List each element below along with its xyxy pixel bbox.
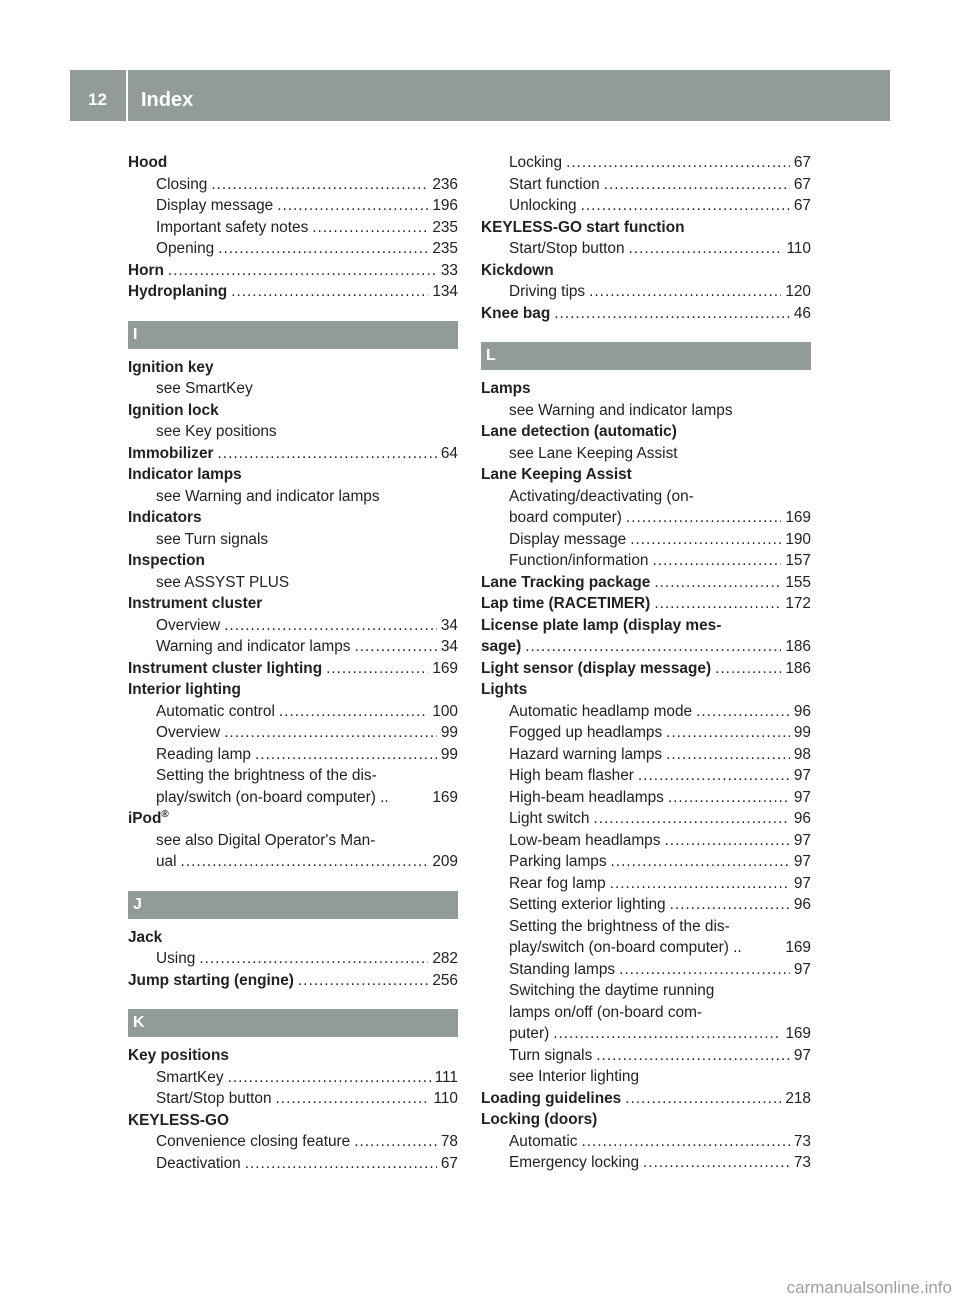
index-heading <box>128 400 458 422</box>
entry-label: see Warning and indicator lamps <box>509 401 733 419</box>
dot-leader <box>566 152 790 174</box>
index-subentry <box>481 443 811 465</box>
entry-label: see ASSYST PLUS <box>156 573 290 591</box>
entry-label: Overview <box>156 724 221 741</box>
entry-label: see Key positions <box>156 423 277 440</box>
entry-label: KEYLESS-GO start function <box>481 218 685 236</box>
page-reference: 67 <box>793 197 811 214</box>
dot-leader <box>630 529 781 551</box>
page-number: 12 <box>88 90 107 109</box>
index-subentry <box>128 572 458 594</box>
page-reference: 110 <box>433 1090 458 1107</box>
dot-leader <box>277 195 428 217</box>
page-reference: 209 <box>432 853 458 870</box>
entry-label: Inspection <box>128 552 205 569</box>
index-subentry <box>481 1152 811 1174</box>
page-reference: 256 <box>432 971 458 989</box>
entry-label: Interior lighting <box>128 681 241 698</box>
index-subentry <box>481 744 811 766</box>
index-subentry <box>481 916 811 938</box>
dot-leader <box>611 851 790 873</box>
entry-label: Jump starting (engine) <box>128 971 294 989</box>
dot-leader <box>666 722 790 744</box>
page-reference: 236 <box>432 175 458 193</box>
entry-label: Function/information <box>509 552 649 569</box>
index-subentry <box>128 744 458 766</box>
dot-leader <box>279 701 428 723</box>
entry-label: Start/Stop button <box>509 240 625 257</box>
index-subentry <box>128 1067 458 1089</box>
entry-label: Closing <box>156 175 208 193</box>
page-reference: 96 <box>793 810 811 827</box>
index-subentry <box>128 701 458 723</box>
page-reference: 99 <box>440 745 458 763</box>
dot-leader <box>670 894 790 916</box>
page-header <box>70 70 890 121</box>
entry-label: Indicator lamps <box>128 466 242 483</box>
index-subentry <box>481 765 811 787</box>
dot-leader <box>168 260 437 282</box>
entry-label: Light switch <box>509 810 590 827</box>
page-title: Index <box>141 89 194 111</box>
index-heading <box>128 658 458 680</box>
registered-mark: ® <box>161 808 169 820</box>
dot-leader <box>211 174 428 196</box>
entry-label: Setting exterior lighting <box>509 896 666 913</box>
header-divider <box>126 70 128 121</box>
page-reference: 46 <box>793 304 811 322</box>
index-heading <box>481 593 811 615</box>
page-reference: 134 <box>432 283 458 300</box>
index-subentry <box>481 787 811 809</box>
index-subentry <box>128 174 458 196</box>
page-reference: 235 <box>432 218 458 236</box>
entry-label: High beam flasher <box>509 767 634 784</box>
index-heading <box>128 152 458 174</box>
index-column-right <box>481 152 811 1174</box>
index-subentry <box>128 1131 458 1153</box>
page-reference: 99 <box>793 724 811 741</box>
page-reference: 64 <box>440 444 458 462</box>
index-subentry <box>481 238 811 260</box>
entry-label: Driving tips <box>509 283 586 300</box>
index-heading <box>128 260 458 282</box>
dot-leader <box>629 238 783 260</box>
entry-label: Locking <box>509 154 563 171</box>
index-subentry <box>481 529 811 551</box>
index-heading <box>481 378 811 400</box>
page-reference: 78 <box>440 1133 458 1150</box>
index-heading <box>128 507 458 529</box>
entry-label: see Lane Keeping Assist <box>509 444 678 462</box>
index-heading <box>481 615 811 637</box>
entry-label: Knee bag <box>481 304 551 322</box>
entry-label: SmartKey <box>156 1068 224 1086</box>
index-subentry <box>481 701 811 723</box>
index-subentry <box>128 787 458 809</box>
index-heading <box>481 658 811 680</box>
entry-label: see Warning and indicator lamps <box>156 487 380 505</box>
page-reference: 120 <box>785 283 811 300</box>
dot-leader <box>218 443 437 465</box>
dot-leader <box>604 174 790 196</box>
dot-leader <box>276 1088 430 1110</box>
page-reference: 169 <box>432 788 458 806</box>
dot-leader <box>354 1131 437 1153</box>
index-heading <box>128 1045 458 1067</box>
index-subentry <box>128 238 458 260</box>
index-subentry <box>128 1153 458 1175</box>
entry-label: Loading guidelines <box>481 1089 622 1107</box>
dot-leader <box>625 1088 781 1110</box>
dot-leader <box>666 744 790 766</box>
page-reference: 73 <box>793 1132 811 1150</box>
page-reference: 190 <box>785 530 811 548</box>
page-reference: 218 <box>785 1089 811 1107</box>
index-subentry <box>128 830 458 852</box>
page-reference: 186 <box>785 659 811 677</box>
index-heading <box>481 421 811 443</box>
page-reference: 98 <box>793 745 811 763</box>
index-subentry <box>481 980 811 1002</box>
index-heading <box>128 679 458 701</box>
entry-label: Ignition key <box>128 358 214 376</box>
page-reference: 155 <box>785 573 811 591</box>
page-reference: 96 <box>793 896 811 913</box>
index-subentry <box>481 851 811 873</box>
index-subentry <box>481 894 811 916</box>
dot-leader <box>218 238 428 260</box>
page-reference: 169 <box>785 509 811 526</box>
entry-label: Locking (doors) <box>481 1111 598 1128</box>
dot-leader <box>654 593 781 615</box>
index-subentry <box>481 937 811 959</box>
index-subentry <box>128 195 458 217</box>
entry-label: Reading lamp <box>156 745 251 763</box>
entry-label: Lane detection (automatic) <box>481 423 677 440</box>
page-reference: 99 <box>440 724 458 741</box>
entry-label: Emergency locking <box>509 1154 640 1171</box>
page-reference: 97 <box>793 767 811 784</box>
index-subentry <box>481 959 811 981</box>
page-reference: 67 <box>793 175 811 193</box>
index-subentry <box>481 507 811 529</box>
entry-label: see Interior lighting <box>509 1068 640 1085</box>
page-reference: 34 <box>440 616 458 634</box>
index-subentry <box>128 636 458 658</box>
entry-label: Deactivation <box>156 1154 241 1172</box>
entry-label: Unlocking <box>509 197 577 214</box>
index-heading <box>128 927 458 949</box>
index-subentry <box>481 1023 811 1045</box>
index-heading <box>128 1110 458 1132</box>
index-heading <box>128 281 458 303</box>
index-heading <box>481 464 811 486</box>
index-subentry <box>481 1131 811 1153</box>
index-heading <box>481 1109 811 1131</box>
entry-label: Hydroplaning <box>128 283 228 300</box>
page-reference: 100 <box>432 702 458 720</box>
index-heading <box>128 464 458 486</box>
dot-leader <box>619 959 790 981</box>
index-heading <box>481 572 811 594</box>
entry-label: Start function <box>509 175 600 193</box>
dot-leader <box>245 1153 437 1175</box>
entry-label: Jack <box>128 928 163 946</box>
entry-label: Opening <box>156 240 215 257</box>
entry-label: Lights <box>481 681 528 698</box>
dot-leader <box>354 636 436 658</box>
dot-leader <box>668 787 790 809</box>
section-letter-bar: K <box>128 1009 458 1037</box>
page-reference: 196 <box>432 197 458 214</box>
index-subentry <box>481 195 811 217</box>
page-reference: 67 <box>793 154 811 171</box>
dot-leader <box>643 1152 790 1174</box>
entry-label: Start/Stop button <box>156 1090 272 1107</box>
dot-leader <box>224 722 437 744</box>
entry-label: Hood <box>128 154 168 171</box>
index-subentry <box>128 1088 458 1110</box>
index-subentry <box>128 722 458 744</box>
entry-label: Low-beam headlamps <box>509 831 661 849</box>
section-letter-bar: J <box>128 891 458 919</box>
entry-label: Lamps <box>481 380 531 397</box>
entry-label: Standing lamps <box>509 960 616 978</box>
dot-leader <box>626 507 781 529</box>
index-subentry <box>128 486 458 508</box>
dot-leader <box>581 1131 789 1153</box>
index-heading <box>128 357 458 379</box>
dot-leader <box>228 1067 431 1089</box>
page-reference: 110 <box>786 240 811 257</box>
page-reference: 282 <box>432 950 458 967</box>
entry-label: Automatic control <box>156 702 275 720</box>
entry-label: ual <box>156 853 177 870</box>
entry-label: puter) <box>509 1025 550 1042</box>
entry-label: Indicators <box>128 509 202 526</box>
entry-label: play/switch (on-board computer) .. <box>156 788 389 806</box>
dot-leader <box>593 808 789 830</box>
entry-label: Kickdown <box>481 261 554 279</box>
dot-leader <box>654 572 781 594</box>
dot-leader <box>298 970 428 992</box>
entry-label: see SmartKey <box>156 380 253 397</box>
dot-leader <box>181 851 429 873</box>
entry-label: see Turn signals <box>156 530 269 548</box>
entry-label: Automatic headlamp mode <box>509 702 693 720</box>
dot-leader <box>664 830 789 852</box>
index-column-left <box>128 152 458 1174</box>
entry-label: sage) <box>481 638 522 655</box>
index-subentry <box>128 529 458 551</box>
section-letter-bar: I <box>128 321 458 349</box>
dot-leader <box>231 281 428 303</box>
entry-label: Automatic <box>509 1132 578 1150</box>
index-subentry <box>481 281 811 303</box>
entry-label: Key positions <box>128 1047 229 1064</box>
index-heading <box>481 679 811 701</box>
entry-label: Ignition lock <box>128 401 219 419</box>
page-reference: 34 <box>440 638 458 655</box>
entry-label: Important safety notes <box>156 218 309 236</box>
index-subentry <box>481 152 811 174</box>
entry-label: Lap time (RACETIMER) <box>481 595 651 612</box>
dot-leader <box>224 615 437 637</box>
index-subentry <box>481 1002 811 1024</box>
index-heading <box>128 550 458 572</box>
index-subentry <box>481 830 811 852</box>
index-subentry <box>128 421 458 443</box>
page-reference: 235 <box>432 240 458 257</box>
entry-label: KEYLESS-GO <box>128 1111 229 1129</box>
dot-leader <box>554 303 790 325</box>
page-reference: 96 <box>793 702 811 720</box>
entry-label: Instrument cluster lighting <box>128 659 323 677</box>
index-heading <box>481 1088 811 1110</box>
index-heading <box>128 808 458 830</box>
page-reference: 97 <box>793 853 811 870</box>
dot-leader <box>525 636 781 658</box>
entry-label: see also Digital Operator's Man- <box>156 831 376 849</box>
index-heading <box>481 636 811 658</box>
page-reference: 172 <box>785 595 811 612</box>
index-heading <box>481 303 811 325</box>
entry-label: Rear fog lamp <box>509 874 606 892</box>
entry-label: Lane Tracking package <box>481 573 651 591</box>
index-subentry <box>481 550 811 572</box>
dot-leader <box>589 281 781 303</box>
entry-label: Using <box>156 950 196 967</box>
entry-label: play/switch (on-board computer) .. <box>509 939 742 956</box>
dot-leader <box>199 948 428 970</box>
dot-leader <box>652 550 781 572</box>
index-heading <box>128 970 458 992</box>
index-heading <box>481 217 811 239</box>
index-subentry <box>128 948 458 970</box>
entry-label: Setting the brightness of the dis- <box>509 917 730 935</box>
entry-label: Horn <box>128 261 164 279</box>
section-letter-bar: L <box>481 342 811 370</box>
index-subentry <box>481 873 811 895</box>
index-heading <box>128 443 458 465</box>
index-subentry <box>481 1066 811 1088</box>
entry-label: Display message <box>509 530 627 548</box>
page-reference: 97 <box>793 960 811 978</box>
entry-label: Setting the brightness of the dis- <box>156 767 377 784</box>
page-reference: 169 <box>432 659 458 677</box>
dot-leader <box>696 701 790 723</box>
entry-label: board computer) <box>509 509 622 526</box>
index-subentry <box>481 1045 811 1067</box>
watermark: carmanualsonline.info <box>786 1278 952 1297</box>
index-subentry <box>481 722 811 744</box>
entry-label: License plate lamp (display mes- <box>481 616 722 634</box>
index-subentry <box>481 486 811 508</box>
dot-leader <box>255 744 437 766</box>
entry-label: Instrument cluster <box>128 595 263 612</box>
entry-label: Warning and indicator lamps <box>156 638 351 655</box>
page-reference: 157 <box>785 552 811 569</box>
page-reference: 97 <box>793 874 811 892</box>
dot-leader <box>638 765 790 787</box>
index-subentry <box>128 851 458 873</box>
entry-label: Light sensor (display message) <box>481 659 712 677</box>
index-subentry <box>481 174 811 196</box>
page-reference: 73 <box>793 1154 811 1171</box>
page-reference: 97 <box>793 1046 811 1064</box>
page-reference: 169 <box>785 1025 811 1042</box>
page-reference: 169 <box>785 939 811 956</box>
page-reference: 97 <box>793 831 811 849</box>
entry-label: lamps on/off (on-board com- <box>509 1003 703 1021</box>
page-reference: 67 <box>440 1154 458 1172</box>
entry-label: High-beam headlamps <box>509 788 664 806</box>
entry-label: iPod® <box>128 808 169 827</box>
index-heading <box>128 593 458 615</box>
entry-label: Activating/deactivating (on- <box>509 487 694 505</box>
entry-label: Overview <box>156 616 221 634</box>
index-subentry <box>481 400 811 422</box>
dot-leader <box>581 195 790 217</box>
page-reference: 186 <box>785 638 811 655</box>
entry-label: Display message <box>156 197 274 214</box>
dot-leader <box>596 1045 790 1067</box>
entry-label: Hazard warning lamps <box>509 745 663 763</box>
index-subentry <box>128 217 458 239</box>
index-subentry <box>481 808 811 830</box>
entry-label: Switching the daytime running <box>509 982 715 999</box>
index-subentry <box>128 765 458 787</box>
dot-leader <box>312 217 428 239</box>
page-reference: 97 <box>793 788 811 806</box>
entry-label: Convenience closing feature <box>156 1133 351 1150</box>
dot-leader <box>326 658 428 680</box>
page-reference: 111 <box>434 1068 458 1086</box>
dot-leader <box>715 658 781 680</box>
entry-label: Turn signals <box>509 1046 593 1064</box>
entry-label: Lane Keeping Assist <box>481 466 632 483</box>
index-heading <box>481 260 811 282</box>
entry-label: Fogged up headlamps <box>509 724 663 741</box>
entry-label: Immobilizer <box>128 444 214 462</box>
entry-label: Parking lamps <box>509 853 607 870</box>
page-reference: 33 <box>440 261 458 279</box>
dot-leader <box>610 873 790 895</box>
index-subentry <box>128 378 458 400</box>
index-subentry <box>128 615 458 637</box>
dot-leader <box>553 1023 781 1045</box>
